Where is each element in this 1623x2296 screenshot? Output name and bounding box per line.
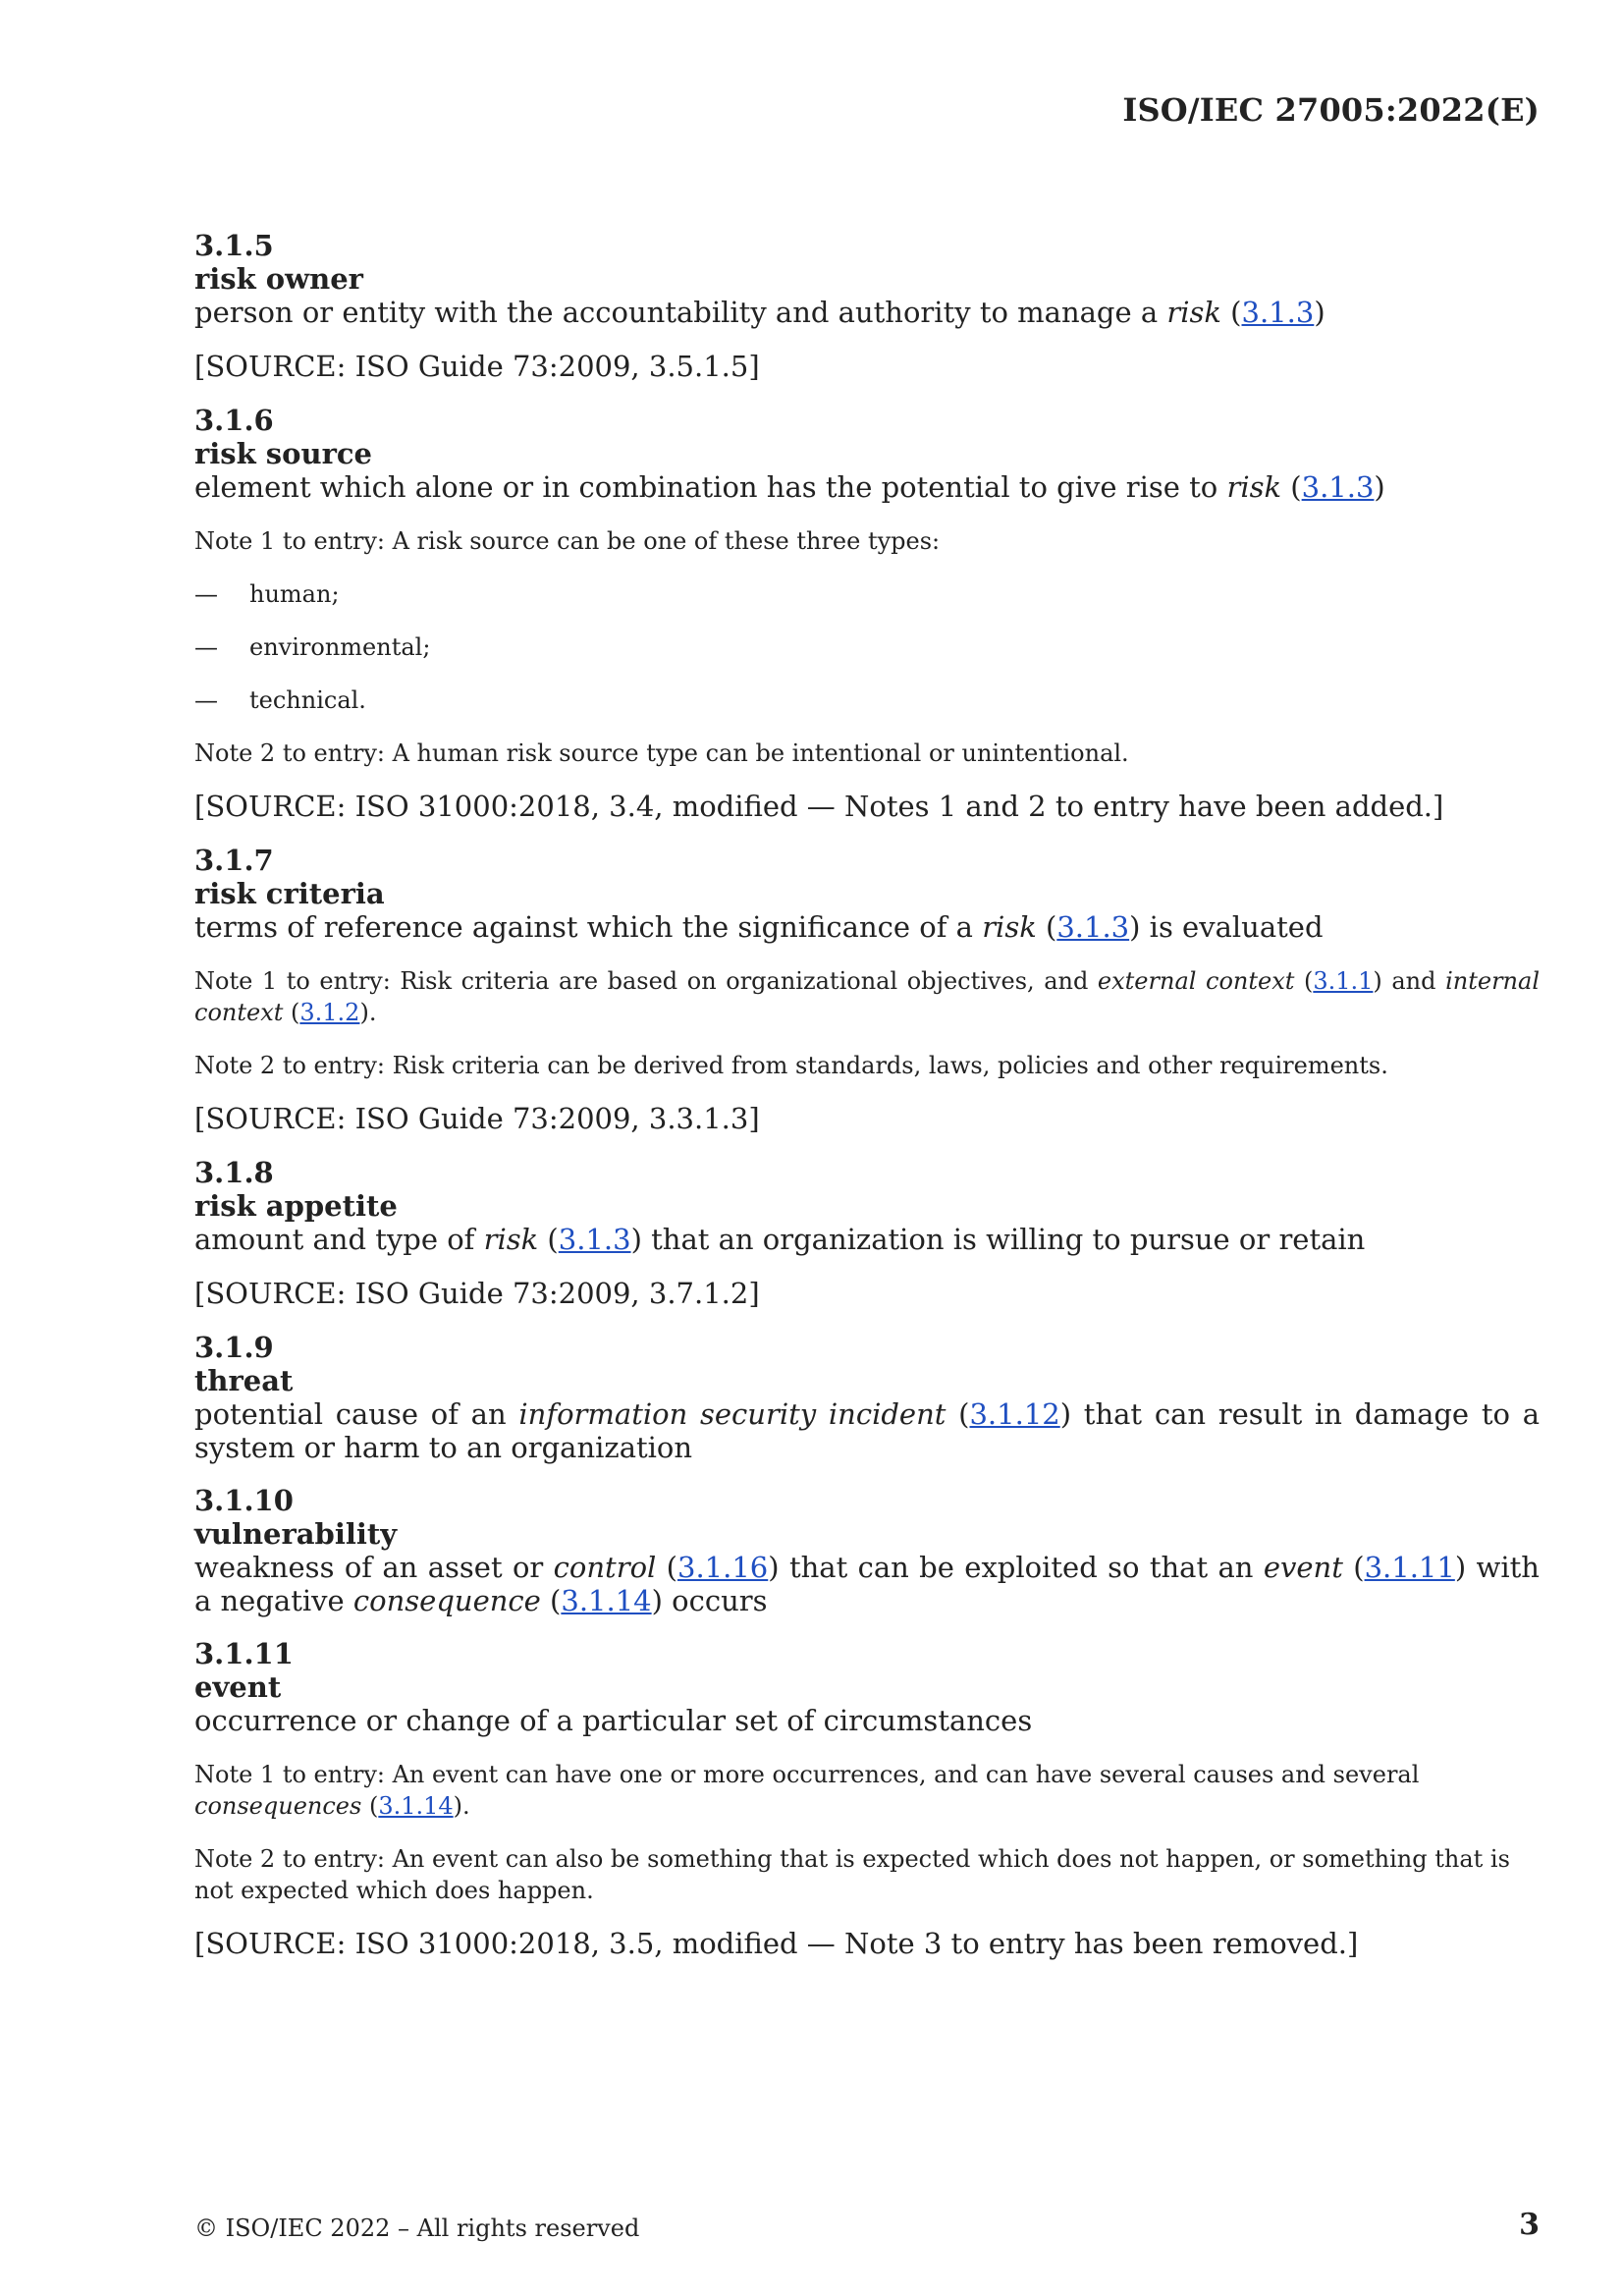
term-definition: terms of reference against which the significance of a risk (3.1.3) is evaluated	[194, 910, 1324, 944]
term-source: [SOURCE: ISO Guide 73:2009, 3.7.1.2]	[194, 1277, 760, 1310]
term-name: event	[194, 1670, 282, 1704]
definition-text: that can result in damage to a system or harm to an organization	[194, 1397, 1540, 1464]
definition-term-incident: information security incident	[518, 1397, 947, 1431]
term-number: 3.1.7	[194, 844, 274, 877]
definition-text: occurs	[662, 1584, 768, 1617]
note-term-consequences: consequences	[194, 1792, 362, 1820]
note-term-external-context: external context	[1097, 967, 1295, 995]
list-item-text: human;	[249, 580, 340, 608]
term-definition: weakness of an asset or control (3.1.16) that can be exploited so that an event (3.1.11) with a negative consequence (3.1.14) occurs	[194, 1551, 1540, 1617]
term-3-1-9	[194, 1331, 1540, 1464]
cross-reference-link[interactable]: 3.1.14	[378, 1792, 454, 1820]
definition-term-risk: risk	[982, 910, 1037, 944]
note-2: Note 2 to entry: Risk criteria can be derived from standards, laws, policies and other requirements.	[194, 1052, 1388, 1079]
note-1: Note 1 to entry: Risk criteria are based on organizational objectives, and external context (3.1.1) and internal context (3.1.2).	[194, 967, 1540, 1026]
note-2: Note 2 to entry: A human risk source type can be intentional or unintentional.	[194, 739, 1129, 767]
dash-marker: —	[194, 686, 218, 714]
definition-text: potential cause of an	[194, 1397, 519, 1431]
cross-reference-link[interactable]: 3.1.11	[1364, 1551, 1455, 1584]
note-text: Note 1 to entry: An event can have one or more occurrences, and can have several causes and several	[194, 1761, 1420, 1788]
term-3-1-7	[194, 844, 1540, 1136]
term-number: 3.1.6	[194, 404, 274, 437]
cross-reference-link[interactable]: 3.1.14	[561, 1584, 652, 1617]
definition-text: that an organization is willing to pursue or retain	[641, 1223, 1366, 1256]
term-definition: amount and type of risk (3.1.3) that an organization is willing to pursue or retain	[194, 1223, 1366, 1256]
term-source: [SOURCE: ISO Guide 73:2009, 3.5.1.5]	[194, 350, 760, 383]
term-number: 3.1.11	[194, 1637, 294, 1670]
term-definition: person or entity with the accountability and authority to manage a risk (3.1.3)	[194, 296, 1325, 329]
definition-text: weakness of an asset or	[194, 1551, 554, 1584]
definition-term-risk: risk	[483, 1223, 539, 1256]
term-number: 3.1.8	[194, 1156, 274, 1189]
term-3-1-10	[194, 1484, 1540, 1617]
cross-reference-link[interactable]: 3.1.16	[677, 1551, 769, 1584]
cross-reference-link[interactable]: 3.1.3	[1301, 470, 1375, 504]
document-header: ISO/IEC 27005:2022(E)	[1122, 91, 1540, 129]
term-number: 3.1.10	[194, 1484, 294, 1517]
term-source: [SOURCE: ISO 31000:2018, 3.4, modified — Notes 1 and 2 to entry have been added.]	[194, 790, 1444, 823]
note-2: Note 2 to entry: An event can also be something that is expected which does not happen, or something that is not expected which does happen.	[194, 1845, 1510, 1904]
definition-text: amount and type of	[194, 1223, 484, 1256]
definition-text: person or entity with the accountability and authority to manage a	[194, 296, 1167, 329]
definition-text: with a negative	[194, 1551, 1540, 1617]
term-definition: occurrence or change of a particular set of circumstances	[194, 1704, 1033, 1737]
page-number: 3	[1519, 2208, 1540, 2242]
document-body	[194, 229, 1540, 1981]
list-item-text: technical.	[249, 686, 366, 714]
definition-term-risk: risk	[1226, 470, 1282, 504]
term-3-1-6	[194, 404, 1540, 824]
term-name: risk owner	[194, 262, 363, 296]
term-3-1-8	[194, 1156, 1540, 1311]
term-3-1-5	[194, 229, 1540, 384]
definition-term-control: control	[553, 1551, 657, 1584]
cross-reference-link[interactable]: 3.1.2	[299, 999, 360, 1026]
dash-marker: —	[194, 580, 218, 608]
note-1: Note 1 to entry: A risk source can be one of these three types:	[194, 527, 941, 555]
term-name: risk criteria	[194, 877, 385, 910]
term-name: risk source	[194, 437, 372, 470]
definition-text: is evaluated	[1140, 910, 1324, 944]
term-definition: element which alone or in combination has the potential to give rise to risk (3.1.3)	[194, 470, 1385, 504]
definition-text: element which alone or in combination has the potential to give rise to	[194, 470, 1227, 504]
definition-term-consequence: consequence	[352, 1584, 541, 1617]
cross-reference-link[interactable]: 3.1.1	[1313, 967, 1374, 995]
list-item	[194, 578, 1540, 610]
definition-term-event: event	[1263, 1551, 1343, 1584]
cross-reference-link[interactable]: 3.1.12	[969, 1397, 1060, 1431]
term-3-1-11	[194, 1637, 1540, 1961]
cross-reference-link[interactable]: 3.1.3	[1241, 296, 1315, 329]
cross-reference-link[interactable]: 3.1.3	[1056, 910, 1130, 944]
copyright-notice: © ISO/IEC 2022 – All rights reserved	[194, 2214, 640, 2242]
definition-text: terms of reference against which the significance of a	[194, 910, 983, 944]
definition-text: that can be exploited so that an	[779, 1551, 1264, 1584]
term-name: threat	[194, 1364, 294, 1397]
term-number: 3.1.9	[194, 1331, 274, 1364]
dash-marker: —	[194, 633, 218, 661]
list-item	[194, 631, 1540, 663]
note-term-internal-context: internal context	[194, 967, 1540, 1026]
cross-reference-link[interactable]: 3.1.3	[558, 1223, 631, 1256]
term-source: [SOURCE: ISO 31000:2018, 3.5, modified — Note 3 to entry has been removed.]	[194, 1927, 1359, 1960]
note-text: Note 1 to entry: Risk criteria are based on organizational objectives, and	[194, 967, 1098, 995]
term-name: risk appetite	[194, 1189, 398, 1223]
list-item	[194, 684, 1540, 716]
note-1: Note 1 to entry: An event can have one or more occurrences, and can have several causes and several consequences (3.1.14).	[194, 1761, 1420, 1820]
note-text: and	[1381, 967, 1446, 995]
term-source: [SOURCE: ISO Guide 73:2009, 3.3.1.3]	[194, 1102, 760, 1135]
term-name: vulnerability	[194, 1517, 398, 1551]
term-number: 3.1.5	[194, 229, 274, 262]
definition-term-risk: risk	[1166, 296, 1221, 329]
term-definition: potential cause of an information security incident (3.1.12) that can result in damage to a system or harm to an organization	[194, 1397, 1540, 1464]
list-item-text: environmental;	[249, 633, 431, 661]
